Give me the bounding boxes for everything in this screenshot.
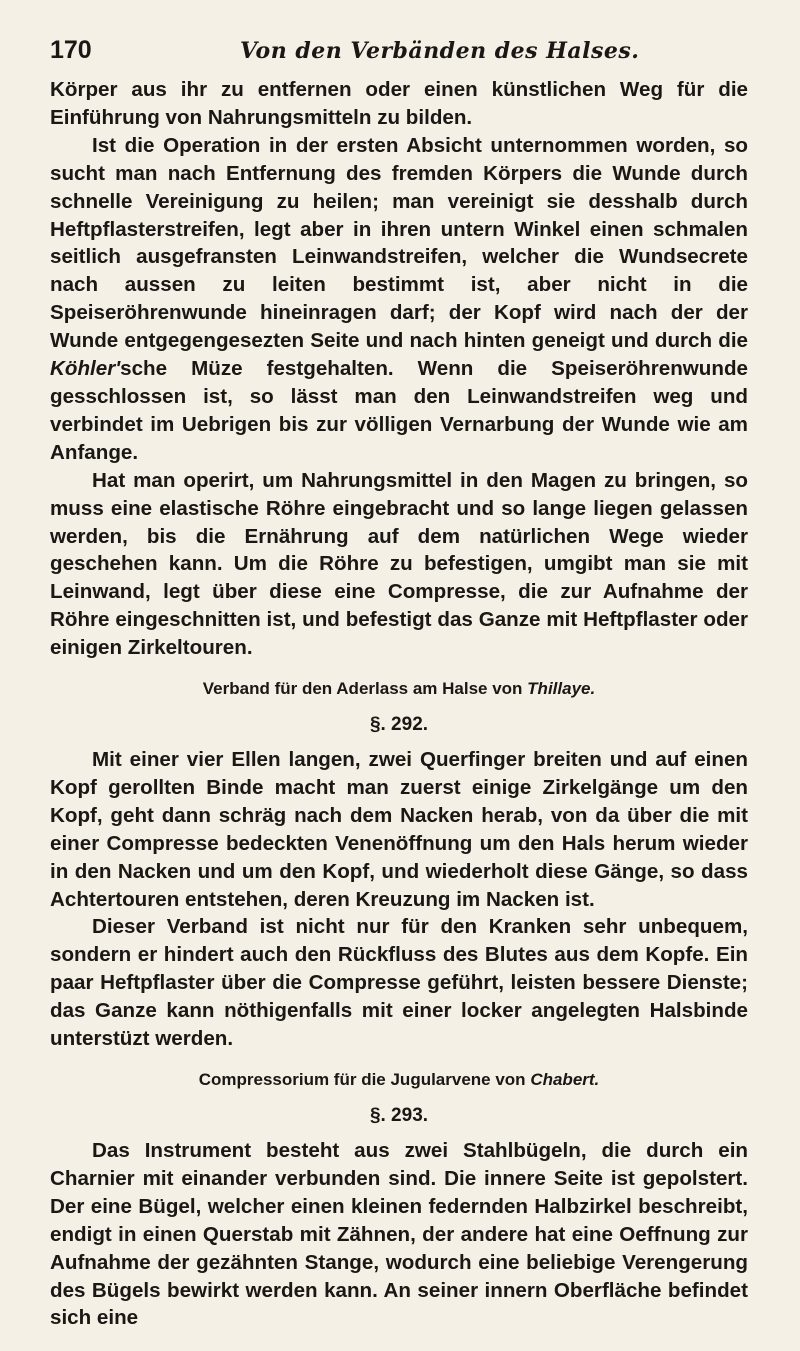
section-number-293: §. 293.	[369, 1105, 429, 1126]
section-number-292: §. 292.	[369, 714, 429, 736]
paragraph-292-1: Mit einer vier Ellen langen, zwei Querfinger breiten und auf einen Kopf gerollten Binde macht man zuerst einige Zirkelgänge um den Kopf, geht dann schräg nach dem Nacken herab, von da über die mit einer Compresse bedeckten Venenöffnung um den Hals herum wieder in den Nacken und um den Kopf, und wiederholt diese Gänge, so dass Achtertouren entstehen, deren Kreuzung im Nacken ist.	[50, 748, 748, 911]
heading-person: Thillaye.	[527, 679, 596, 699]
paragraph-operation-first-intent	[50, 132, 748, 467]
running-title: Von den Verbänden des Halses.	[240, 38, 640, 64]
paragraph-continuation: Körper aus ihr zu entfernen oder einen künstlichen Weg für die Einführung von Nahrungsmitteln zu bilden.	[50, 78, 748, 129]
koehler-name: Köhler'	[50, 357, 121, 381]
heading-text: Verband für den Aderlass am Halse von	[202, 679, 523, 699]
heading-text: Compressorium für die Jugularvene von	[198, 1070, 526, 1089]
section-heading-compressorium	[50, 1067, 748, 1093]
koehler-text: sche Müze festgehalten. Wenn die Speiseröhrenwunde gesschlossen ist, so lässt man den Leinwandstreifen weg und verbindet im Uebrigen bis zur völligen Vernarbung der Wunde wie am Anfange.	[50, 357, 748, 464]
heading-person: Chabert.	[530, 1070, 600, 1089]
paragraph-293-1: Das Instrument besteht aus zwei Stahlbügeln, die durch ein Charnier mit einander verbunden sind. Die innere Seite ist gepolstert. Der eine Bügel, welcher einen kleinen federnden Halbzirkel beschreibt, endigt in einen Querstab mit Zähnen, der andere hat eine Oeffnung zur Aufnahme der gezähnten Stange, wodurch eine beliebige Verengerung des Bügels bewirkt werden kann. An seiner innern Oberfläche befindet sich eine	[50, 1139, 748, 1330]
running-head	[50, 36, 748, 76]
paragraph-nutrition-tube: Hat man operirt, um Nahrungsmittel in den Magen zu bringen, so muss eine elastische Röhre eingebracht und so lange liegen gelassen werden, bis die Ernährung auf dem natürlichen Wege wieder geschehen kann. Um die Röhre zu befestigen, umgibt man sie mit Leinwand, legt über diese eine Compresse, die zur Aufnahme der Röhre eingeschnitten ist, und befestigt das Ganze mit Heftpflaster oder einigen Zirkeltouren.	[50, 468, 748, 660]
paragraph-292-2: Dieser Verband ist nicht nur für den Kranken sehr unbequem, sondern er hindert auch den Rückfluss des Blutes aus dem Kopfe. Ein paar Heftpflaster über die Compresse geführt, leisten bessere Dienste; das Ganze kann nöthigenfalls mit einer locker angelegten Halsbinde unterstüzt werden.	[50, 915, 748, 1051]
paragraph-text: Ist die Operation in der ersten Absicht unternommen worden, so sucht man nach Entfernung des fremden Körpers die Wunde durch schnelle Vereinigung zu heilen; man vereinigt sie desshalb durch Heftpflasterstreifen, legt aber in ihren untern Winkel einen schmalen seitlich ausgefransten Leinwandstreifen, welcher die Wundsecrete nach aussen zu leiten bestimmt ist, aber nicht in die Speiseröhrenwunde hineinragen darf; der Kopf wird nach der der Wunde entgegengesezten Seite und nach hinten geneigt und durch die	[50, 133, 748, 353]
page-number: 170	[50, 36, 92, 64]
section-heading-aderlass	[50, 676, 748, 702]
